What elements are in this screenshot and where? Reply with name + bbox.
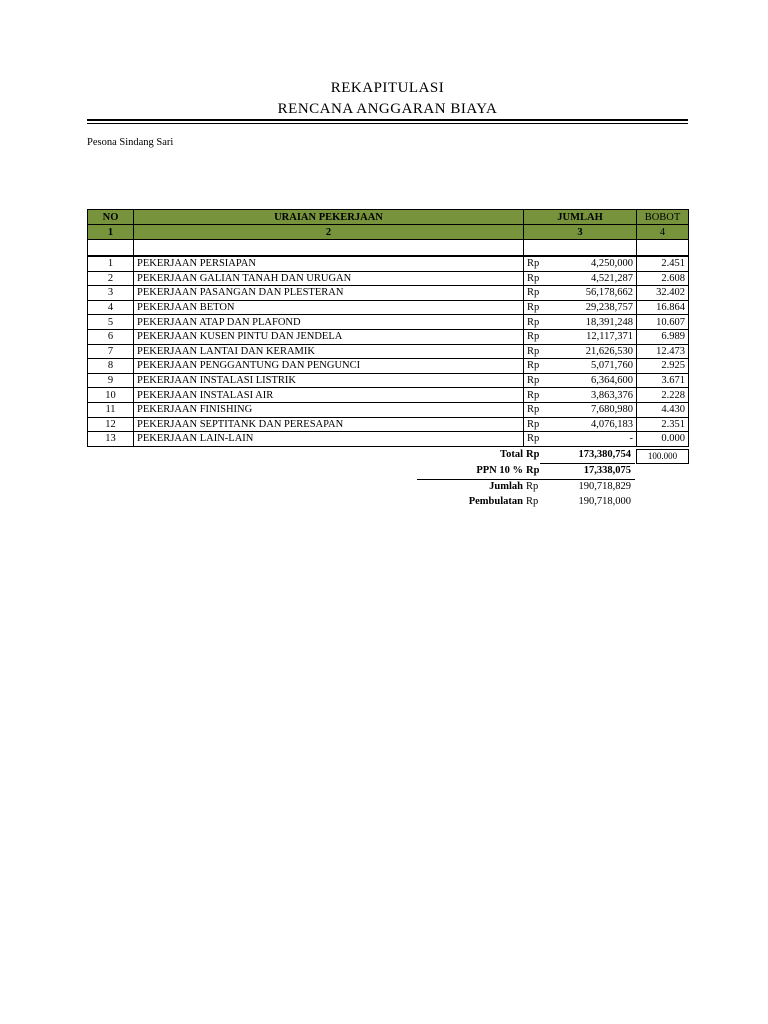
row-bobot: 2.608: [637, 271, 689, 286]
row-currency: Rp: [524, 256, 544, 271]
table-row: [88, 344, 689, 359]
row-description: PEKERJAAN SEPTITANK DAN PERESAPAN: [134, 417, 524, 432]
row-no: 7: [88, 344, 134, 359]
row-bobot: 2.925: [637, 359, 689, 374]
row-no: 6: [88, 329, 134, 344]
row-description: PEKERJAAN INSTALASI AIR: [134, 388, 524, 403]
ppn-amount: 17,338,075: [583, 465, 631, 476]
pembulatan-currency: Rp: [526, 496, 539, 507]
row-bobot: 16.864: [637, 300, 689, 315]
row-currency: Rp: [524, 432, 544, 447]
table-row: [88, 315, 689, 330]
row-description: PEKERJAAN ATAP DAN PLAFOND: [134, 315, 524, 330]
pembulatan-label: Pembulatan: [468, 496, 523, 507]
table-row: [88, 359, 689, 374]
row-description: PEKERJAAN LAIN-LAIN: [134, 432, 524, 447]
row-currency: Rp: [524, 417, 544, 432]
row-description: PEKERJAAN KUSEN PINTU DAN JENDELA: [134, 329, 524, 344]
document-subtitle: RENCANA ANGGARAN BIAYA: [277, 101, 498, 117]
row-currency: Rp: [524, 373, 544, 388]
row-currency: Rp: [524, 300, 544, 315]
total-label: Total: [500, 449, 523, 460]
row-amount: -: [544, 432, 637, 447]
total-bobot-box: 100.000: [636, 449, 689, 464]
row-bobot: 32.402: [637, 286, 689, 301]
row-bobot: 2.351: [637, 417, 689, 432]
row-currency: Rp: [524, 402, 544, 417]
ppn-row: [420, 465, 635, 479]
ppn-underline: [417, 479, 635, 480]
title-divider-thick: [87, 119, 688, 121]
row-bobot: 4.430: [637, 402, 689, 417]
row-bobot: 10.607: [637, 315, 689, 330]
row-description: PEKERJAAN LANTAI DAN KERAMIK: [134, 344, 524, 359]
pembulatan-amount: 190,718,000: [578, 496, 631, 507]
row-no: 8: [88, 359, 134, 374]
table-row: [88, 373, 689, 388]
row-no: 12: [88, 417, 134, 432]
total-underline: [540, 463, 635, 464]
row-no: 13: [88, 432, 134, 447]
table-row: [88, 402, 689, 417]
row-bobot: 3.671: [637, 373, 689, 388]
table-header-row: [88, 210, 689, 225]
title-divider-thin: [87, 123, 688, 124]
pembulatan-row: [420, 496, 635, 510]
row-amount: 7,680,980: [544, 402, 637, 417]
table-row: [88, 329, 689, 344]
jumlah-label: Jumlah: [489, 481, 523, 492]
row-amount: 4,250,000: [544, 256, 637, 271]
row-no: 11: [88, 402, 134, 417]
header-no: NO: [88, 210, 134, 225]
table-row: [88, 271, 689, 286]
row-no: 5: [88, 315, 134, 330]
row-amount: 21,626,530: [544, 344, 637, 359]
row-currency: Rp: [524, 388, 544, 403]
colnum-2: 2: [134, 225, 524, 240]
row-amount: 5,071,760: [544, 359, 637, 374]
ppn-label: PPN 10 %: [476, 465, 523, 476]
colnum-3: 3: [524, 225, 637, 240]
row-description: PEKERJAAN FINISHING: [134, 402, 524, 417]
row-currency: Rp: [524, 315, 544, 330]
total-amount: 173,380,754: [578, 449, 631, 460]
row-bobot: 2.451: [637, 256, 689, 271]
row-no: 1: [88, 256, 134, 271]
row-no: 2: [88, 271, 134, 286]
row-no: 4: [88, 300, 134, 315]
row-bobot: 0.000: [637, 432, 689, 447]
colnum-1: 1: [88, 225, 134, 240]
row-description: PEKERJAAN BETON: [134, 300, 524, 315]
jumlah-currency: Rp: [526, 481, 539, 492]
header-uraian: URAIAN PEKERJAAN: [134, 210, 524, 225]
table-row: [88, 286, 689, 301]
row-currency: Rp: [524, 271, 544, 286]
table-row: [88, 417, 689, 432]
row-amount: 12,117,371: [544, 329, 637, 344]
jumlah-amount: 190,718,829: [578, 481, 631, 492]
header-bobot: BOBOT: [637, 210, 689, 225]
row-amount: 56,178,662: [544, 286, 637, 301]
row-bobot: 6.989: [637, 329, 689, 344]
row-amount: 6,364,600: [544, 373, 637, 388]
budget-table: [87, 209, 689, 447]
header-jumlah: JUMLAH: [524, 210, 637, 225]
row-description: PEKERJAAN PERSIAPAN: [134, 256, 524, 271]
row-no: 3: [88, 286, 134, 301]
total-row: [420, 449, 635, 463]
table-row: [88, 432, 689, 447]
table-row: [88, 300, 689, 315]
row-amount: 29,238,757: [544, 300, 637, 315]
document-title: REKAPITULASI: [330, 80, 445, 96]
row-amount: 3,863,376: [544, 388, 637, 403]
row-currency: Rp: [524, 359, 544, 374]
table-row: [88, 256, 689, 271]
row-bobot: 12.473: [637, 344, 689, 359]
row-no: 9: [88, 373, 134, 388]
ppn-currency: Rp: [526, 465, 540, 476]
total-currency: Rp: [526, 449, 540, 460]
table-spacer-row: [88, 240, 689, 257]
row-currency: Rp: [524, 329, 544, 344]
row-currency: Rp: [524, 286, 544, 301]
row-description: PEKERJAAN INSTALASI LISTRIK: [134, 373, 524, 388]
project-name: Pesona Sindang Sari: [87, 137, 174, 148]
row-bobot: 2.228: [637, 388, 689, 403]
row-description: PEKERJAAN PASANGAN DAN PLESTERAN: [134, 286, 524, 301]
table-row: [88, 388, 689, 403]
row-currency: Rp: [524, 344, 544, 359]
row-no: 10: [88, 388, 134, 403]
row-amount: 18,391,248: [544, 315, 637, 330]
colnum-4: 4: [637, 225, 689, 240]
jumlah-row: [420, 481, 635, 495]
row-amount: 4,076,183: [544, 417, 637, 432]
row-description: PEKERJAAN GALIAN TANAH DAN URUGAN: [134, 271, 524, 286]
row-description: PEKERJAAN PENGGANTUNG DAN PENGUNCI: [134, 359, 524, 374]
table-colnum-row: [88, 225, 689, 240]
row-amount: 4,521,287: [544, 271, 637, 286]
